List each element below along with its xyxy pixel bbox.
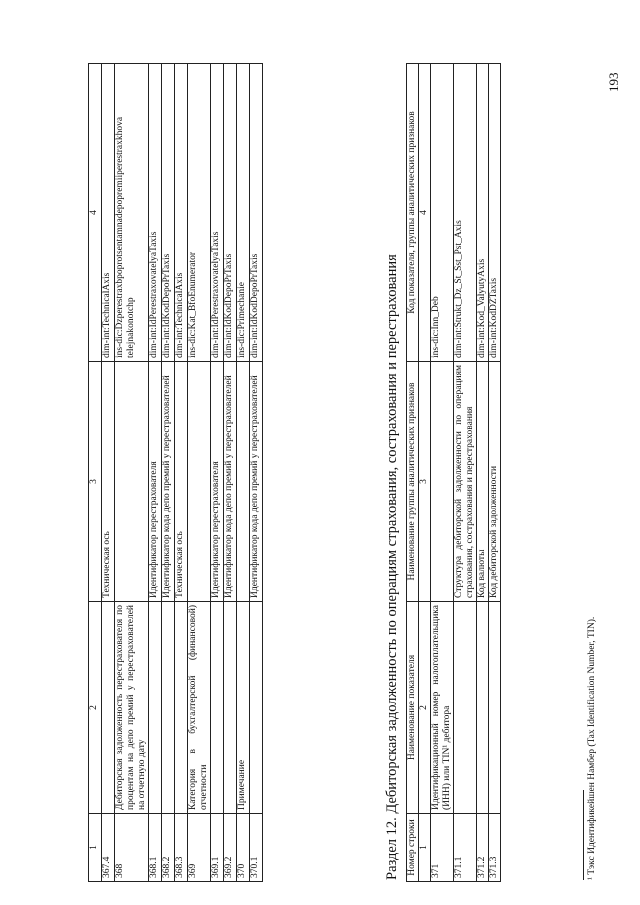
row-number: 369 [188,814,211,882]
rotated-content [88,62,578,882]
indicator-code: dim-int:TechnicalAxis [102,64,115,362]
table-row [149,64,162,882]
header-number: 3 [419,362,431,602]
table2-header [407,64,419,882]
indicator-code: ins-dic:Primechanie [237,64,250,362]
indicator-name [175,602,188,814]
table2-header-numbers [419,64,431,882]
table-row [162,64,175,882]
indicator-code: dim-int:IdKodDepoPrTaxis [224,64,237,362]
table-row [102,64,115,882]
receivables-table [406,63,501,882]
group-name: Техническая ось [102,362,115,602]
group-name: Идентификатор кода депо премий у перестрахователей [162,362,175,602]
row-number: 368 [115,814,149,882]
table-row [477,64,489,882]
table-row [115,64,149,882]
column-header: Код показателя, группы аналитических признаков [407,64,419,362]
column-header: Наименование показателя [407,602,419,814]
page-number: 193 [606,72,621,92]
indicator-name [477,602,489,814]
indicator-table-continued [88,63,263,882]
footnote-text: ¹ Тэкс Идентификейшен Намбер (Tax Identification Number, TIN). [587,616,597,880]
row-number: 368.3 [175,814,188,882]
indicator-code: ins-dic:Inn_Deb [431,64,454,362]
footnote [587,617,597,880]
header-number: 4 [89,64,102,362]
header-number: 1 [419,814,431,882]
indicator-name: Примечание [237,602,250,814]
group-name [115,362,149,602]
group-name: Идентификатор перестрахователя [149,362,162,602]
indicator-code: dim-int:KodDZTaxis [489,64,501,362]
group-name [431,362,454,602]
table-row [211,64,224,882]
column-header: Номер строки [407,814,419,882]
table-row [188,64,211,882]
indicator-code: dim-int:IdPerestraxovatelyaTaxis [211,64,224,362]
indicator-code: dim-int:Strukt_Dz_St_Sst_Pst_Axis [454,64,477,362]
header-number: 2 [89,602,102,814]
group-name: Идентификатор кода депо премий у перестрахователей [224,362,237,602]
header-number: 4 [419,64,431,362]
row-number: 371.1 [454,814,477,882]
row-number: 371 [431,814,454,882]
row-number: 371.3 [489,814,501,882]
header-number: 2 [419,602,431,814]
section-title: Раздел 12. Дебиторская задолженность по операциям страхования, сострахования и перестрахования [384,254,400,880]
table-row [175,64,188,882]
indicator-name [149,602,162,814]
footnote-rule [583,790,584,880]
group-name [237,362,250,602]
indicator-name: Категория в бухгалтерской (финансовой) отчетности [188,602,211,814]
indicator-name [250,602,263,814]
indicator-code: dim-int:TechnicalAxis [175,64,188,362]
indicator-name [211,602,224,814]
row-number: 367.4 [102,814,115,882]
group-name: Код дебиторской задолженности [489,362,501,602]
row-number: 370.1 [250,814,263,882]
table1-header-numbers [89,64,102,882]
row-number: 368.2 [162,814,175,882]
table-row [489,64,501,882]
indicator-code: ins-dic:Dzperestraxbpoprotsentamnadepopremiiperestraxkhova telejnakonotchp [115,64,149,362]
indicator-code: ins-dic:Kat_BfoEnumerator [188,64,211,362]
indicator-name [489,602,501,814]
column-header: Наименование группы аналитических признаков [407,362,419,602]
row-number: 369.1 [211,814,224,882]
row-number: 369.2 [224,814,237,882]
row-number: 370 [237,814,250,882]
table-row [237,64,250,882]
row-number: 368.1 [149,814,162,882]
group-name: Код валюты [477,362,489,602]
indicator-code: dim-int:IdKodDepoPrTaxis [162,64,175,362]
header-number: 1 [89,814,102,882]
indicator-name [162,602,175,814]
group-name: Структура дебиторской задолженности по операциям страхования, сострахования и перестрахования [454,362,477,602]
indicator-name: Идентификационный номер налогоплательщика (ИНН) или TIN¹ дебитора [431,602,454,814]
indicator-name [454,602,477,814]
group-name: Техническая ось [175,362,188,602]
indicator-name [224,602,237,814]
row-number: 371.2 [477,814,489,882]
group-name: Идентификатор кода депо премий у перестрахователей [250,362,263,602]
indicator-name [102,602,115,814]
group-name: Идентификатор перестрахователя [211,362,224,602]
header-number: 3 [89,362,102,602]
group-name [188,362,211,602]
indicator-code: dim-int:IdPerestraxovatelyaTaxis [149,64,162,362]
indicator-code: dim-int:IdKodDepoPrTaxis [250,64,263,362]
indicator-name: Дебиторская задолженность перестрахователя по процентам на депо премий у перестрахователей на отчетную дату [115,602,149,814]
table-row [431,64,454,882]
table-row [454,64,477,882]
table-row [224,64,237,882]
indicator-code: dim-int:Kod_ValyutyAxis [477,64,489,362]
table-row [250,64,263,882]
